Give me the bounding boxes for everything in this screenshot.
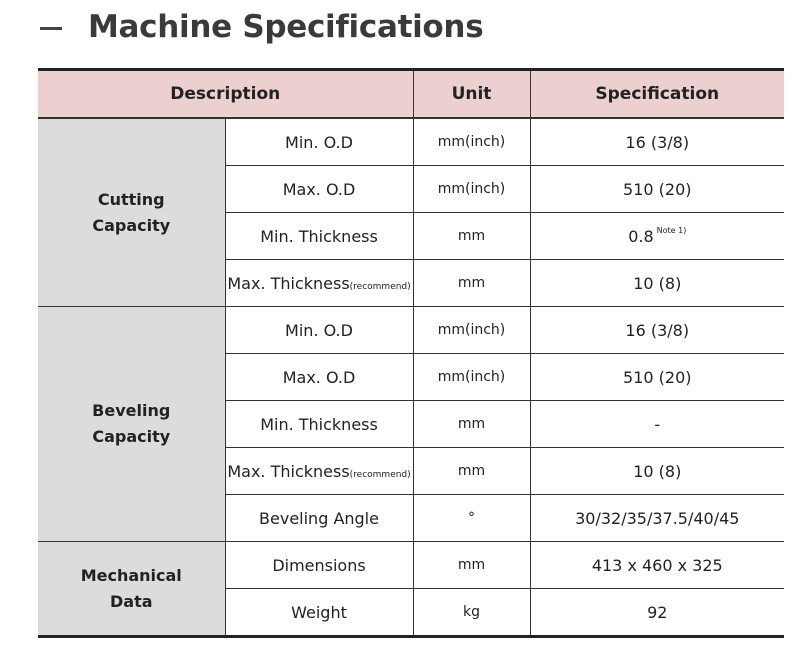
- row-spec: 413 x 460 x 325: [530, 542, 784, 589]
- row-label-with-suffix: [225, 260, 413, 307]
- category-cutting-capacity: [38, 118, 225, 307]
- row-label-with-suffix: [225, 448, 413, 495]
- row-spec: 16 (3/8): [530, 307, 784, 354]
- row-unit: mm: [413, 448, 530, 495]
- row-label: Max. Thickness: [227, 461, 350, 481]
- row-unit: mm: [413, 542, 530, 589]
- row-spec: 10 (8): [530, 260, 784, 307]
- header-specification: Specification: [530, 70, 784, 119]
- row-label: Beveling Angle: [225, 495, 413, 542]
- header-row: [38, 70, 784, 119]
- heading-dash: [40, 27, 62, 30]
- row-label: Dimensions: [225, 542, 413, 589]
- row-unit: mm(inch): [413, 354, 530, 401]
- table-row: [38, 118, 784, 166]
- row-label: Min. Thickness: [225, 213, 413, 260]
- category-label: Data: [109, 591, 153, 611]
- table-row: [38, 307, 784, 354]
- row-label: Min. O.D: [225, 307, 413, 354]
- row-spec: 10 (8): [530, 448, 784, 495]
- footnote-marker: Note 1): [656, 226, 687, 235]
- row-label-suffix: (recommend): [349, 469, 411, 480]
- row-spec: 16 (3/8): [530, 118, 784, 166]
- row-spec: 30/32/35/37.5/40/45: [530, 495, 784, 542]
- row-label: Min. O.D: [225, 118, 413, 166]
- row-unit: kg: [413, 589, 530, 637]
- category-label: Cutting: [97, 189, 165, 209]
- category-label: Capacity: [92, 427, 171, 446]
- row-spec: 92: [530, 589, 784, 637]
- row-label-suffix: (recommend): [349, 281, 411, 292]
- row-label: Max. Thickness: [227, 273, 350, 293]
- table-row: [38, 542, 784, 589]
- row-unit: mm(inch): [413, 118, 530, 166]
- category-label: Beveling: [92, 401, 171, 420]
- row-unit: °: [413, 495, 530, 542]
- row-spec: 510 (20): [530, 166, 784, 213]
- page-title: Machine Specifications: [88, 9, 484, 45]
- category-mechanical-data: [38, 542, 225, 637]
- row-unit: mm: [413, 401, 530, 448]
- page-heading: [40, 4, 483, 50]
- header-unit: Unit: [413, 70, 530, 119]
- row-unit: mm: [413, 260, 530, 307]
- row-spec: 0.8: [628, 227, 654, 246]
- row-unit: mm: [413, 213, 530, 260]
- row-unit: mm(inch): [413, 166, 530, 213]
- category-beveling-capacity: [38, 307, 225, 542]
- category-label: Capacity: [92, 215, 171, 235]
- row-spec-with-note: [530, 213, 784, 260]
- spec-table: [38, 68, 784, 638]
- row-label: Max. O.D: [225, 166, 413, 213]
- header-description: Description: [38, 70, 413, 119]
- row-label: Weight: [225, 589, 413, 637]
- row-spec: -: [530, 401, 784, 448]
- row-label: Max. O.D: [225, 354, 413, 401]
- row-label: Min. Thickness: [225, 401, 413, 448]
- row-unit: mm(inch): [413, 307, 530, 354]
- row-spec: 510 (20): [530, 354, 784, 401]
- category-label: Mechanical: [80, 565, 182, 585]
